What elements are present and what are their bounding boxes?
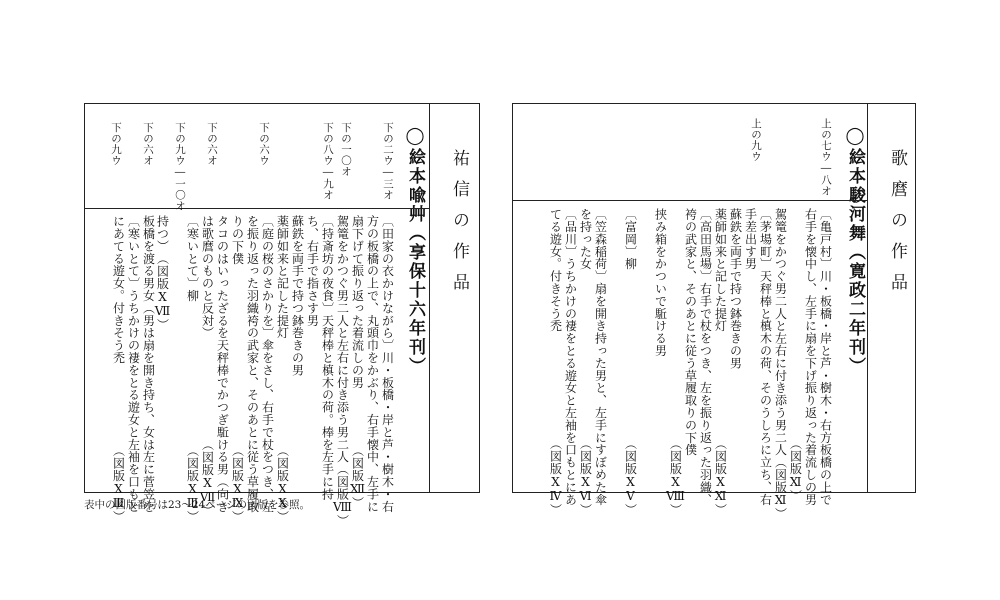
left-heading: 祐信の作品 xyxy=(449,149,469,304)
right-ref-1: 上の七ウ―八オ xyxy=(820,118,832,197)
left-ref-8: 下の九ウ xyxy=(110,122,122,166)
right-entry-8: 薬師如来と記した提灯 （図版ⅩⅪ） xyxy=(713,208,728,516)
right-entry-18: 〔品川〕うちかけの褄をとる遊女と左袖を口もとにあ xyxy=(563,208,578,506)
left-ref-5: 下の六オ xyxy=(206,122,218,166)
left-ref-2: 下の一〇オ xyxy=(340,122,352,177)
left-ref-4: 下の六ウ xyxy=(258,122,270,166)
right-entry-2: 右手を懐中し、左手に扇を下げ振り返った着流しの男 xyxy=(803,208,818,506)
left-entry-10: を振り返った羽織袴の武家と、そのあとに従う草履取 xyxy=(245,215,260,513)
left-entry-9: 〔庭の桜のさかりを〕傘をさし、右手で杖をつき、左 xyxy=(260,215,275,513)
right-entry-19: てる遊女。付きそう禿 （図版ⅩⅣ） xyxy=(548,208,563,516)
left-entry-5: 〔持斎坊の夜食〕天秤棒と槙木の荷。棒を左手に持 xyxy=(320,215,335,501)
right-entry-3: （図版Ⅺ） xyxy=(788,208,803,502)
right-entry-6: 手差出す男 xyxy=(743,208,758,270)
right-ref-2: 上の九ウ xyxy=(750,118,762,162)
left-entry-6: ち、右手で指さす男 xyxy=(305,215,320,327)
left-entry-8: 薬師如来と記した提灯 （図版ⅩⅩ） xyxy=(275,215,290,523)
right-entry-14: 〔富岡〕柳 （図版ⅩⅤ） xyxy=(623,208,638,516)
left-entry-1: 〔田家の衣かけながら〕川・板橋・岸と芦・樹木・右 xyxy=(380,215,395,513)
right-entry-1: 〔亀戸村〕川・板橋・岸と芦・樹木・右方板橋の上で xyxy=(818,208,833,506)
right-entry-16: 〔笠森稲荷〕扇を開き持った男と、左手にすぼめた傘 xyxy=(593,208,608,506)
left-entry-4: 駕篭をかつぐ男二人と左右に付き添う男二人（図版Ⅷ） xyxy=(335,215,350,527)
left-ref-6: 下の九ウ―一〇オ xyxy=(174,122,186,212)
left-entry-17: 〔寒いとて〕うちかけの褄をとる遊女と左袖を口もと xyxy=(126,215,141,513)
left-entry-extra: 持つ） （図版ⅩⅦ） xyxy=(155,215,170,331)
left-ref-7: 下の六オ xyxy=(142,122,154,166)
right-entry-9: 〔高田馬場〕右手で杖をつき、左を振り返った羽織、 xyxy=(698,208,713,506)
left-entry-12: タコのはいったざるを天秤棒でかつぎ駈ける男（向き xyxy=(215,215,230,513)
left-entry-2: 方の板橋の上で、丸頭巾をかぶり、右手懐中、左手に xyxy=(365,215,380,513)
left-entry-13: は歌麿のものと反対） （図版ⅩⅦ） xyxy=(200,215,215,517)
right-heading: 歌麿の作品 xyxy=(887,149,907,304)
left-entry-11: りの下僕 （図版ⅩⅨ） xyxy=(230,215,245,523)
footnote: 表中の図版番号は23～24ページの図版を参照。 xyxy=(84,499,311,511)
left-entry-16: 板橋を渡る男女（男は扇を開き持ち、女は左に菅笠を xyxy=(141,215,156,513)
left-entry-7: 蘇鉄を両手で持つ鉢巻きの男 xyxy=(290,215,305,377)
left-heading-divider xyxy=(429,104,430,492)
left-work-title: ◯絵本喩艸（享保十六年刊） xyxy=(405,126,425,376)
right-entry-5: 〔茅場町〕天秤棒と槙木の荷、そのうしろに立ち、右 xyxy=(758,208,773,506)
right-entry-4: 駕篭をかつぐ男二人と左右に付き添う男二人（図版Ⅺ） xyxy=(773,208,788,520)
right-entry-7: 蘇鉄を両手で持つ鉢巻きの男 xyxy=(728,208,743,370)
right-row-divider xyxy=(513,200,867,201)
left-ref-3: 下の八ウ―九オ xyxy=(322,122,334,201)
left-entry-3: 扇下げて振り返った着流しの男 （図版Ⅻ） xyxy=(350,215,365,509)
left-ref-1: 下の二ウ―三オ xyxy=(382,122,394,201)
right-work-title: ◯絵本駿河舞（寛政二年刊） xyxy=(845,126,865,376)
left-row-divider xyxy=(85,208,429,209)
right-panel xyxy=(512,103,916,520)
right-entry-11: （図版ⅩⅧ） xyxy=(668,208,683,516)
left-entry-14: 〔寒いとて〕柳 （図版ⅩⅢ） xyxy=(185,215,200,523)
right-entry-12: 挟み箱をかついで駈ける男 xyxy=(653,208,668,357)
left-entry-18: にあてる遊女。付きそう禿 （図版ⅩⅢ） xyxy=(111,215,126,523)
right-entry-10: 袴の武家と、そのあとに従う草履取りの下僕 xyxy=(683,208,698,456)
right-entry-17: を持った女 （図版ⅩⅥ） xyxy=(578,208,593,516)
